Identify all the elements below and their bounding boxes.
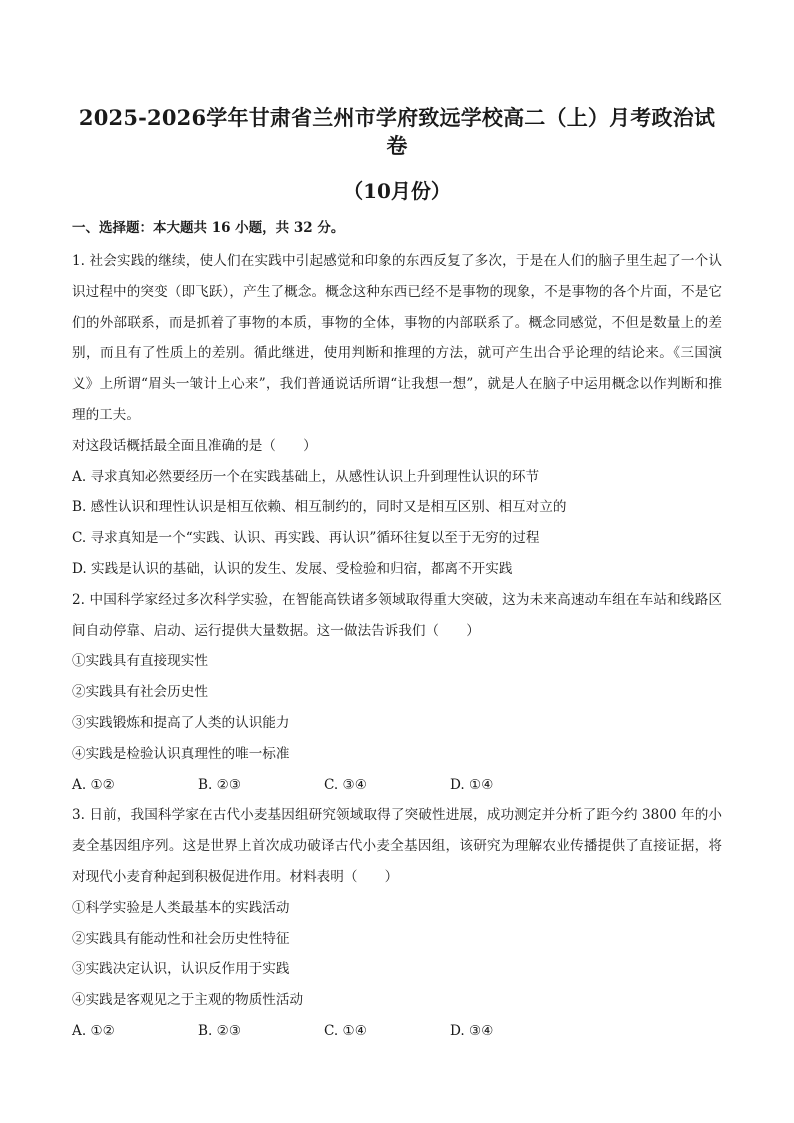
exam-subtitle: （10月份）: [343, 179, 451, 203]
statement-4: ④实践是检验认识真理性的唯一标准: [72, 745, 290, 762]
exam-title: 2025-2026学年甘肃省兰州市学府致远学校高二（上）月考政治试卷: [78, 105, 716, 158]
option-a[interactable]: A. ①②: [72, 776, 115, 793]
question-1: [72, 246, 722, 585]
question-2: [72, 585, 722, 801]
option-b[interactable]: B. ②③: [198, 1022, 242, 1039]
option-c[interactable]: C. 寻求真知是一个“实践、认识、再实践、再认识”循环往复以至于无穷的过程: [72, 530, 540, 547]
statement-4: ④实践是客观见之于主观的物质性活动: [72, 992, 304, 1009]
option-c[interactable]: C. ①④: [324, 1022, 367, 1039]
statement-3: ③实践决定认识，认识反作用于实践: [72, 961, 290, 978]
option-a[interactable]: A. ①②: [72, 1022, 115, 1039]
option-b[interactable]: B. 感性认识和理性认识是相互依赖、相互制约的，同时又是相互区别、相互对立的: [72, 499, 567, 516]
question-3: [72, 800, 722, 1046]
question-stem: 1. 社会实践的继续，使人们在实践中引起感觉和印象的东西反复了多次，于是在人们的脑子里生起了一个认识过程中的突变（即飞跃），产生了概念。概念这种东西已经不是事物的现象，不是事物的各个片面，不是它们的外部联系，而是抓着了事物的本质，事物的全体，事物的内部联系了。概念同感觉，不但是数量上的差别，而且有了性质上的差别。循此继进，使用判断和推理的方法，就可产生出合乎论理的结论来。《三国演义》上所谓“眉头一皱计上心来”，我们普通说话所谓“让我想一想”，就是人在脑子中运用概念以作判断和推理的工夫。: [72, 253, 722, 423]
option-b[interactable]: B. ②③: [198, 776, 242, 793]
statement-1: ①实践具有直接现实性: [72, 653, 208, 670]
question-stem: 3. 日前，我国科学家在古代小麦基因组研究领域取得了突破性进展，成功测定并分析了距今约 3800 年的小麦全基因组序列。这是世界上首次成功破译古代小麦全基因组，该研究为理解农业传播提供了直接证据，将对现代小麦育种起到积极促进作用。材料表明（ ）: [72, 807, 722, 885]
option-d[interactable]: D. ③④: [450, 1022, 494, 1039]
options-row: [72, 770, 722, 801]
statement-2: ②实践具有能动性和社会历史性特征: [72, 930, 290, 947]
question-prompt: 对这段话概括最全面且准确的是（ ）: [72, 437, 317, 454]
option-d[interactable]: D. 实践是认识的基础，认识的发生、发展、受检验和归宿，都离不开实践: [72, 560, 513, 577]
option-a[interactable]: A. 寻求真知必然要经历一个在实践基础上，从感性认识上升到理性认识的环节: [72, 468, 540, 485]
statement-2: ②实践具有社会历史性: [72, 684, 208, 701]
options-row: [72, 1016, 722, 1047]
section-heading: 一、选择题：本大题共 16 小题，共 32 分。: [72, 220, 345, 236]
statement-1: ①科学实验是人类最基本的实践活动: [72, 899, 290, 916]
question-stem: 2. 中国科学家经过多次科学实验，在智能高铁诸多领域取得重大突破，这为未来高速动车组在车站和线路区间自动停靠、启动、运行提供大量数据。这一做法告诉我们（ ）: [72, 591, 722, 639]
option-c[interactable]: C. ③④: [324, 776, 367, 793]
option-d[interactable]: D. ①④: [450, 776, 494, 793]
statement-3: ③实践锻炼和提高了人类的认识能力: [72, 714, 290, 731]
